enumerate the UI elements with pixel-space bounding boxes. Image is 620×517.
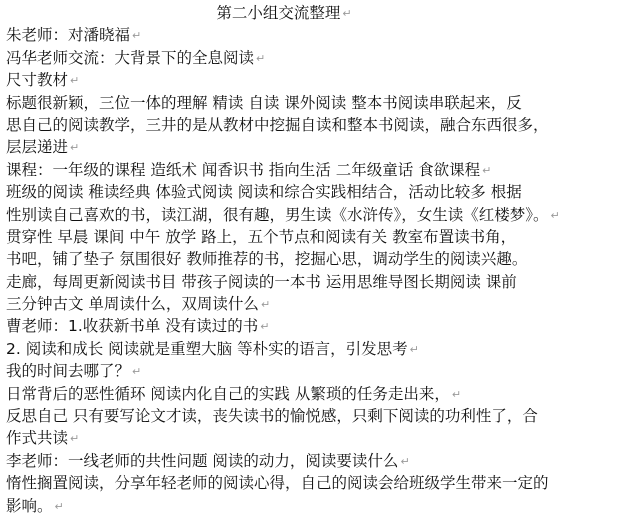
document-title: 第二小组交流整理 [216, 4, 341, 22]
paragraph-mark-icon: ↵ [132, 29, 142, 43]
document-title-line [6, 2, 612, 24]
paragraph-mark-icon: ↵ [70, 74, 80, 88]
paragraph-mark-icon: ↵ [482, 163, 492, 177]
text-line: 曹老师：1.收获新书单 没有读过的书 ↵ [6, 317, 270, 336]
text-line: 班级的阅读 稚读经典 体验式阅读 阅读和综合实践相结合，活动比较多 根据 [6, 183, 522, 202]
paragraph-mark-icon: ↵ [132, 365, 142, 379]
text-line: 三分钟古文 单周读什么，双周读什么 ↵ [6, 295, 271, 314]
text-line: 我的时间去哪了？ ↵ [6, 362, 142, 381]
text-line: 书吧，铺了垫子 氛围很好 教师推荐的书，挖掘心思，调动学生的阅读兴趣。 [6, 250, 528, 269]
text-line: 标题很新颖，三位一体的理解 精读 自读 课外阅读 整本书阅读串联起来，反 [6, 93, 522, 112]
text-line: 层层递进 ↵ [6, 138, 80, 157]
text-line: 影响。 ↵ [6, 496, 64, 515]
paragraph-mark-icon: ↵ [550, 208, 560, 222]
paragraph-mark-icon: ↵ [451, 387, 462, 401]
text-line: 走廊，每周更新阅读书目 带孩子阅读的一本书 运用思维导图长期阅读 课前 [6, 272, 517, 291]
text-line: 性别读自己喜欢的书，读江湖，很有趣，男生读《水浒传》，女生读《红楼梦》。 ↵ [6, 205, 560, 224]
paragraph-mark-icon: ↵ [342, 7, 352, 20]
paragraph-mark-icon: ↵ [260, 320, 270, 334]
text-line: 2. 阅读和成长 阅读就是重塑大脑 等朴实的语言，引发思考 ↵ [6, 339, 419, 358]
text-line: 尺寸教材 ↵ [6, 71, 80, 90]
paragraph-mark-icon: ↵ [256, 51, 266, 65]
paragraph-mark-icon: ↵ [70, 432, 80, 446]
text-line: 惰性搁置阅读，分享年轻老师的阅读心得，自己的阅读会给班级学生带来一定的 [6, 474, 549, 493]
text-line: 冯华老师交流：大背景下的全息阅读 ↵ [6, 48, 266, 67]
text-line: 贯穿性 早晨 课间 中午 放学 路上，五个节点和阅读有关 教室布置读书角， [6, 227, 517, 246]
paragraph-mark-icon: ↵ [260, 298, 271, 312]
paragraph-mark-icon: ↵ [54, 499, 64, 513]
text-line: 课程：一年级的课程 造纸术 闻香识书 指向生活 二年级童话 食欲课程 ↵ [6, 160, 492, 179]
document-body [6, 2, 612, 517]
paragraph-mark-icon: ↵ [400, 454, 410, 468]
text-line: 日常背后的恶性循环 阅读内化自己的实践 从繁琐的任务走出来， ↵ [6, 384, 462, 403]
text-line: 反思自己 只有要写论文才读，丧失读书的愉悦感，只剩下阅读的功利性了，合 [6, 407, 538, 426]
text-line: 作式共读 ↵ [6, 429, 80, 448]
text-line: 思自己的阅读教学，三井的是从教材中挖掘自读和整本书阅读，融合东西很多， [6, 115, 549, 134]
paragraph-mark-icon: ↵ [70, 141, 80, 155]
text-line: 朱老师：对潘晓福 ↵ [6, 26, 142, 45]
text-line: 李老师：一线老师的共性问题 阅读的动力，阅读要读什么 ↵ [6, 451, 410, 470]
paragraph-mark-icon: ↵ [409, 342, 419, 356]
